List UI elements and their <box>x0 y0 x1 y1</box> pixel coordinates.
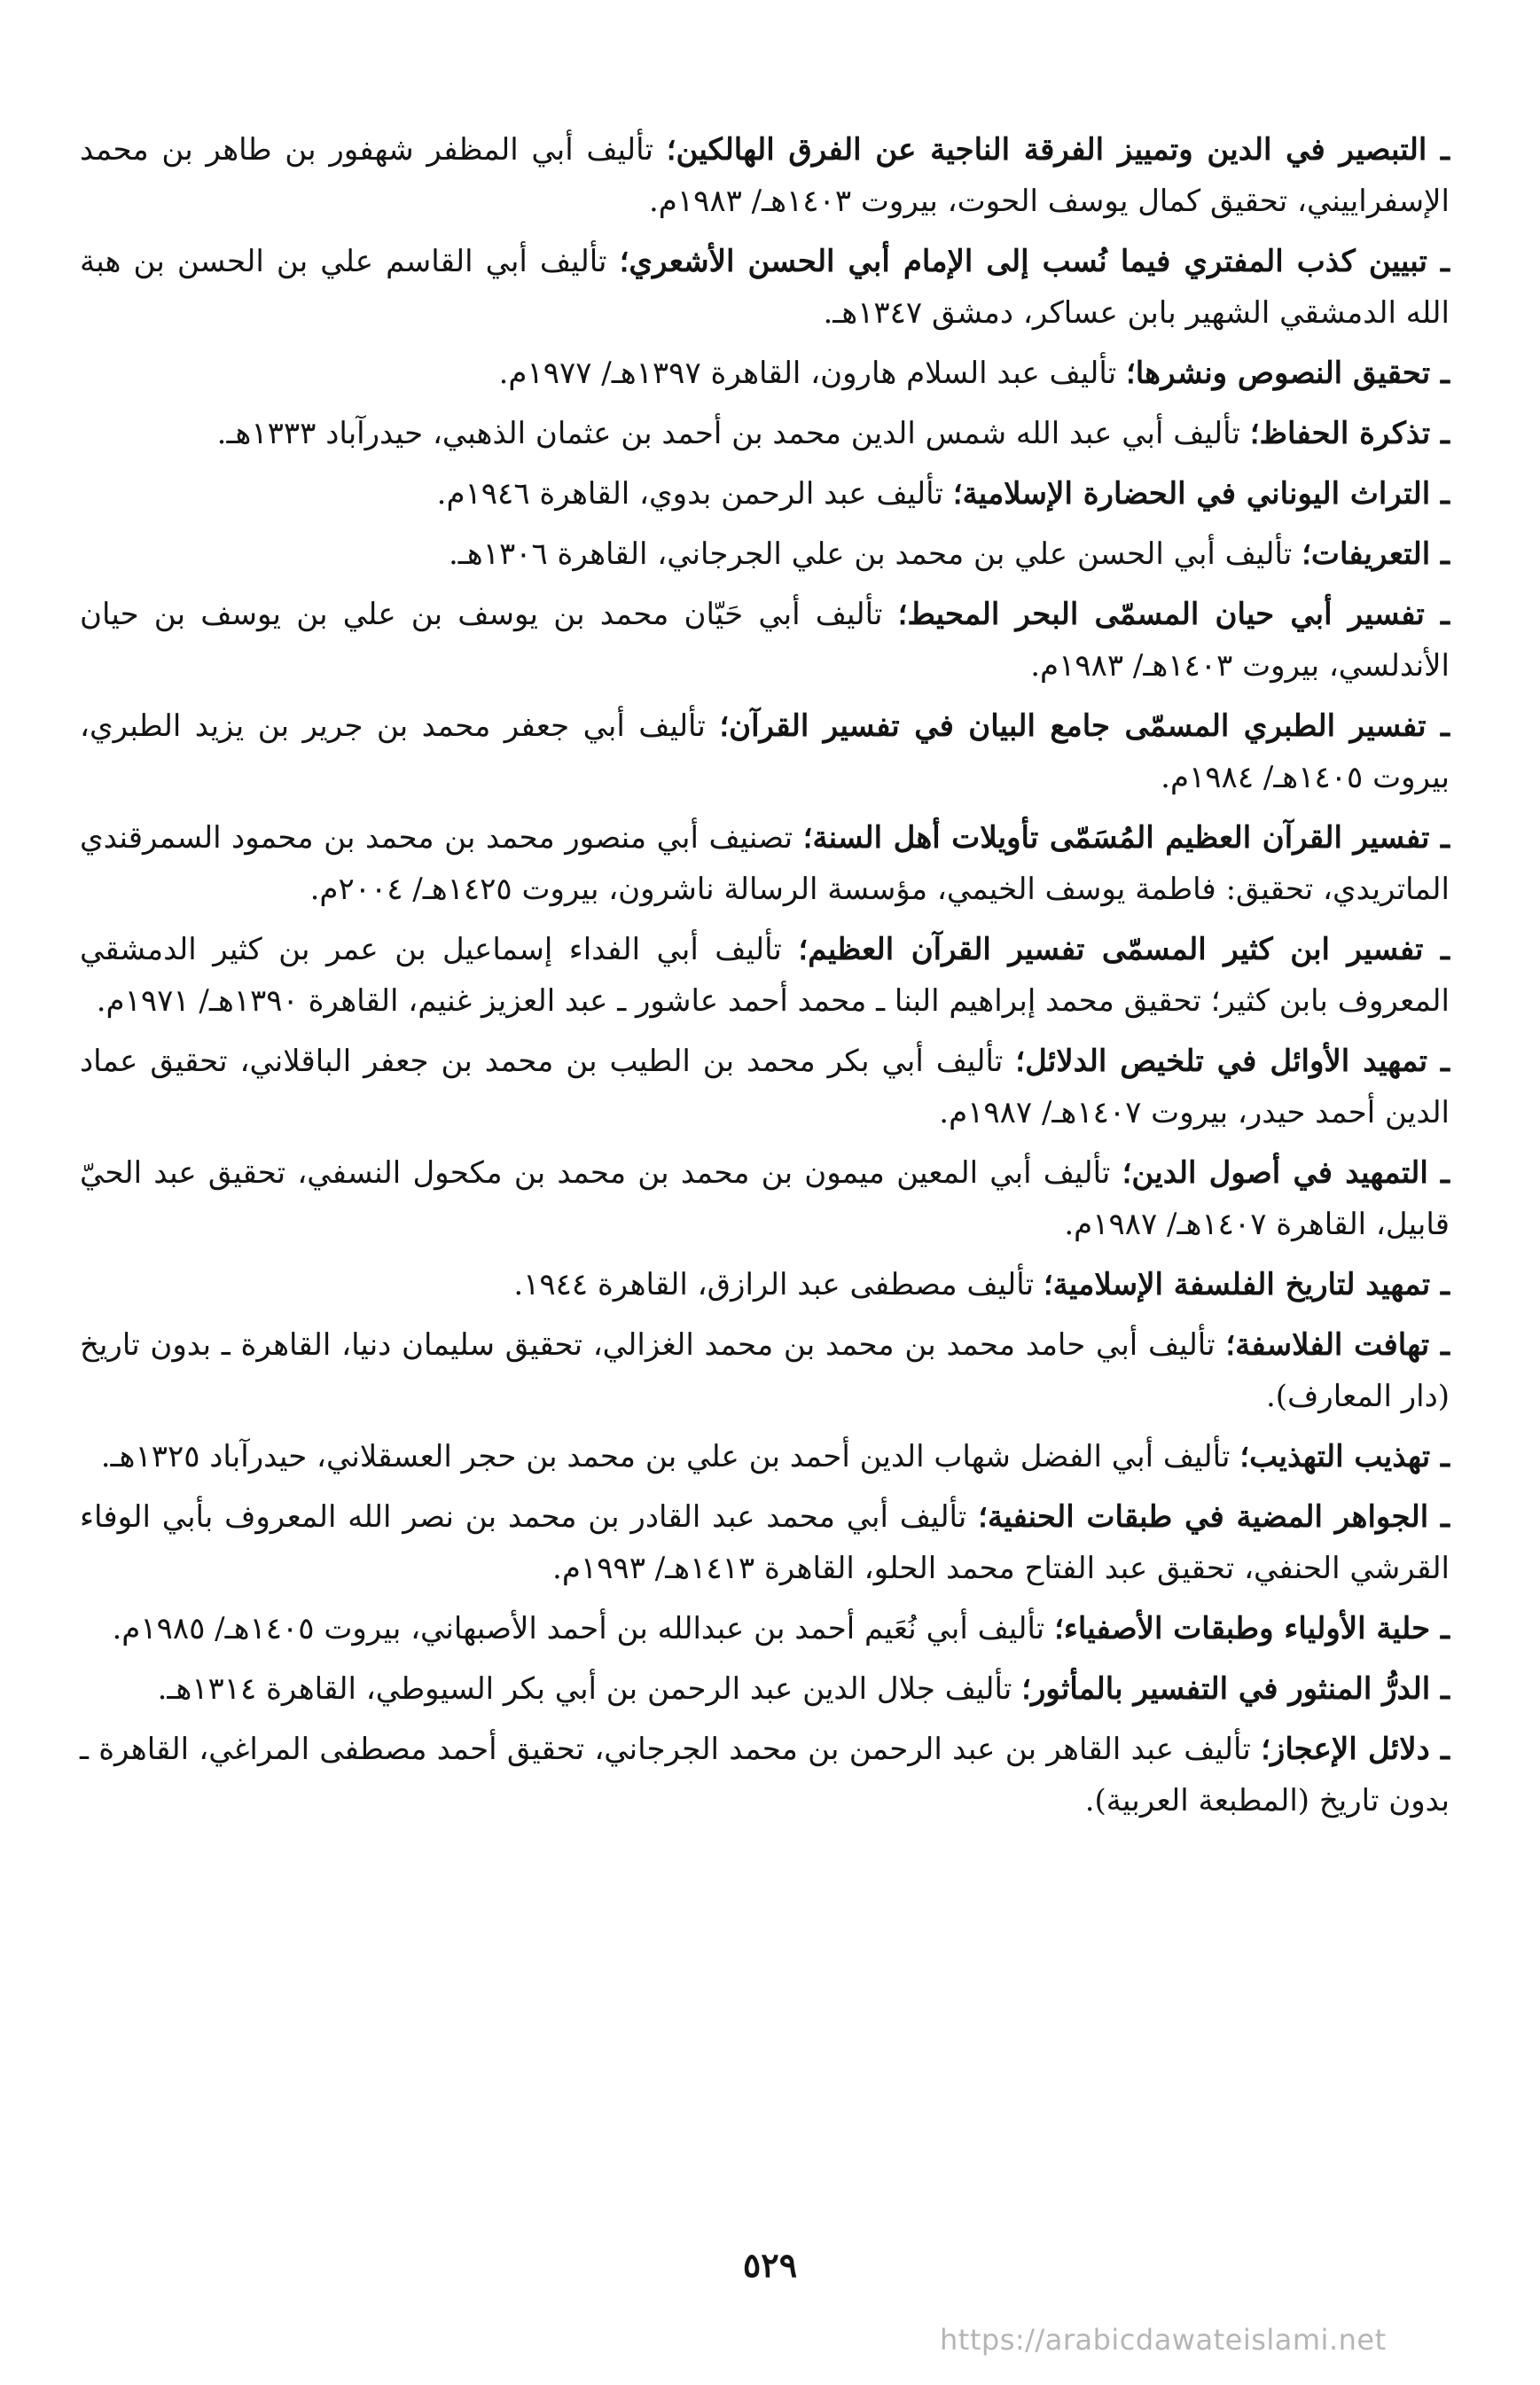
entry-details: تأليف أبي عبد الله شمس الدين محمد بن أحمد بن عثمان الذهبي، حيدرآباد ١٣٣٣هـ. <box>216 416 1250 451</box>
entry-details: تأليف مصطفى عبد الرازق، القاهرة ١٩٤٤. <box>513 1267 1044 1302</box>
bibliography-entry <box>80 1259 1450 1310</box>
bibliography-entry <box>80 1491 1450 1594</box>
entry-title: ـ التعريفات؛ <box>1302 536 1450 572</box>
bibliography-entry <box>80 528 1450 580</box>
bibliography-entry <box>80 348 1450 399</box>
entry-title: ـ التمهيد في أصول الدين؛ <box>1122 1155 1450 1191</box>
watermark-url: https://arabicdawateislami.net <box>940 2323 1387 2357</box>
page-number: ٥٢٩ <box>742 2245 798 2285</box>
entry-title: ـ تفسير القرآن العظيم المُسَمّى تأويلات أهل السنة؛ <box>802 820 1450 856</box>
bibliography-entry <box>80 1603 1450 1654</box>
entry-details: تأليف أبي الحسن علي بن محمد بن علي الجرجاني، القاهرة ١٣٠٦هـ. <box>448 536 1302 572</box>
entry-title: ـ الدرُّ المنثور في التفسير بالمأثور؛ <box>1021 1671 1450 1707</box>
bibliography-entry <box>80 468 1450 520</box>
entry-title: ـ تفسير الطبري المسمّى جامع البيان في تفسير القرآن؛ <box>719 708 1450 744</box>
entry-title: ـ دلائل الإعجاز؛ <box>1261 1732 1450 1767</box>
entry-details: تأليف أبي الفضل شهاب الدين أحمد بن علي بن محمد بن حجر العسقلاني، حيدرآباد ١٣٢٥هـ. <box>100 1439 1240 1474</box>
entry-details: تأليف أبي القاسم علي بن الحسن بن هبة الله الدمشقي الشهير بابن عساكر، دمشق ١٣٤٧هـ. <box>80 244 1450 331</box>
bibliography-entry <box>80 1036 1450 1138</box>
entry-title: ـ تذكرة الحفاظ؛ <box>1249 416 1450 451</box>
entry-details: تأليف جلال الدين عبد الرحمن بن أبي بكر السيوطي، القاهرة ١٣١٤هـ. <box>157 1671 1022 1707</box>
entry-title: ـ تحقيق النصوص ونشرها؛ <box>1126 356 1450 391</box>
bibliography-entry <box>80 1724 1450 1826</box>
entry-details: تأليف أبي نُعَيم أحمد بن عبدالله بن أحمد الأصبهاني، بيروت ١٤٠٥هـ/ ١٩٨٥م. <box>112 1611 1055 1646</box>
bibliography-entry <box>80 812 1450 915</box>
bibliography-entry <box>80 124 1450 227</box>
bibliography-entry <box>80 236 1450 339</box>
bibliography-entry <box>80 1431 1450 1482</box>
entry-title: ـ تهذيب التهذيب؛ <box>1239 1439 1450 1474</box>
bibliography-entry <box>80 1663 1450 1715</box>
entry-details: تأليف عبد القاهر بن عبد الرحمن بن محمد الجرجاني، تحقيق أحمد مصطفى المراغي، القاهرة ـ بدون تاريخ (المطبعة العربية). <box>80 1732 1450 1818</box>
entry-details: تأليف أبي الفداء إسماعيل بن عمر بن كثير الدمشقي المعروف بابن كثير؛ تحقيق محمد إبراهيم البنا ـ محمد أحمد عاشور ـ عبد العزيز غنيم، القاهرة ١٣٩٠هـ/ ١٩٧١م. <box>80 932 1450 1019</box>
bibliography-entry <box>80 1319 1450 1422</box>
entry-details: تأليف أبي المعين ميمون بن محمد بن محمد بن مكحول النسفي، تحقيق عبد الحيّ قابيل، القاهرة ١٤٠٧هـ/ ١٩٨٧م. <box>80 1155 1450 1242</box>
bibliography-entry <box>80 924 1450 1027</box>
entry-title: ـ تهافت الفلاسفة؛ <box>1225 1327 1450 1363</box>
entry-details: تأليف أبي حامد محمد بن محمد بن محمد الغزالي، تحقيق سليمان دنيا، القاهرة ـ بدون تاريخ (دار المعارف). <box>80 1327 1450 1414</box>
bibliography-list <box>80 124 1450 1835</box>
bibliography-entry <box>80 700 1450 803</box>
entry-title: ـ الجواهر المضية في طبقات الحنفية؛ <box>978 1499 1450 1535</box>
bibliography-entry <box>80 1147 1450 1250</box>
entry-details: تأليف أبي حَيّان محمد بن يوسف بن علي بن يوسف بن حيان الأندلسي، بيروت ١٤٠٣هـ/ ١٩٨٣م. <box>80 597 1450 684</box>
entry-title: ـ التبصير في الدين وتمييز الفرقة الناجية عن الفرق الهالكين؛ <box>666 132 1450 168</box>
entry-details: تأليف عبد السلام هارون، القاهرة ١٣٩٧هـ/ ١٩٧٧م. <box>498 356 1126 391</box>
entry-title: ـ تفسير أبي حيان المسمّى البحر المحيط؛ <box>897 597 1450 632</box>
entry-title: ـ تفسير ابن كثير المسمّى تفسير القرآن العظيم؛ <box>798 932 1450 967</box>
bibliography-entry <box>80 408 1450 459</box>
entry-details: تأليف أبي جعفر محمد بن جرير بن يزيد الطبري، بيروت ١٤٠٥هـ/ ١٩٨٤م. <box>80 708 1450 795</box>
entry-title: ـ التراث اليوناني في الحضارة الإسلامية؛ <box>952 476 1450 512</box>
entry-details: تأليف عبد الرحمن بدوي، القاهرة ١٩٤٦م. <box>436 476 953 512</box>
entry-title: ـ تبيين كذب المفتري فيما نُسب إلى الإمام أبي الحسن الأشعري؛ <box>619 244 1450 279</box>
entry-title: ـ تمهيد الأوائل في تلخيص الدلائل؛ <box>1015 1044 1450 1079</box>
entry-details: تأليف أبي بكر محمد بن الطيب بن محمد بن جعفر الباقلاني، تحقيق عماد الدين أحمد حيدر، بيروت ١٤٠٧هـ/ ١٩٨٧م. <box>80 1044 1450 1130</box>
entry-title: ـ تمهيد لتاريخ الفلسفة الإسلامية؛ <box>1043 1267 1450 1302</box>
entry-title: ـ حلية الأولياء وطبقات الأصفياء؛ <box>1054 1611 1450 1646</box>
entry-details: تصنيف أبي منصور محمد بن محمد بن محمود السمرقندي الماتريدي، تحقيق: فاطمة يوسف الخيمي، مؤسسة الرسالة ناشرون، بيروت ١٤٢٥هـ/ ٢٠٠٤م. <box>80 820 1450 907</box>
entry-details: تأليف أبي محمد عبد القادر بن محمد بن نصر الله المعروف بأبي الوفاء القرشي الحنفي، تحقيق عبد الفتاح محمد الحلو، القاهرة ١٤١٣هـ/ ١٩٩٣م. <box>80 1499 1450 1586</box>
entry-details: تأليف أبي المظفر شهفور بن طاهر بن محمد الإسفراييني، تحقيق كمال يوسف الحوت، بيروت ١٤٠٣هـ/ ١٩٨٣م. <box>80 132 1450 219</box>
bibliography-entry <box>80 589 1450 692</box>
